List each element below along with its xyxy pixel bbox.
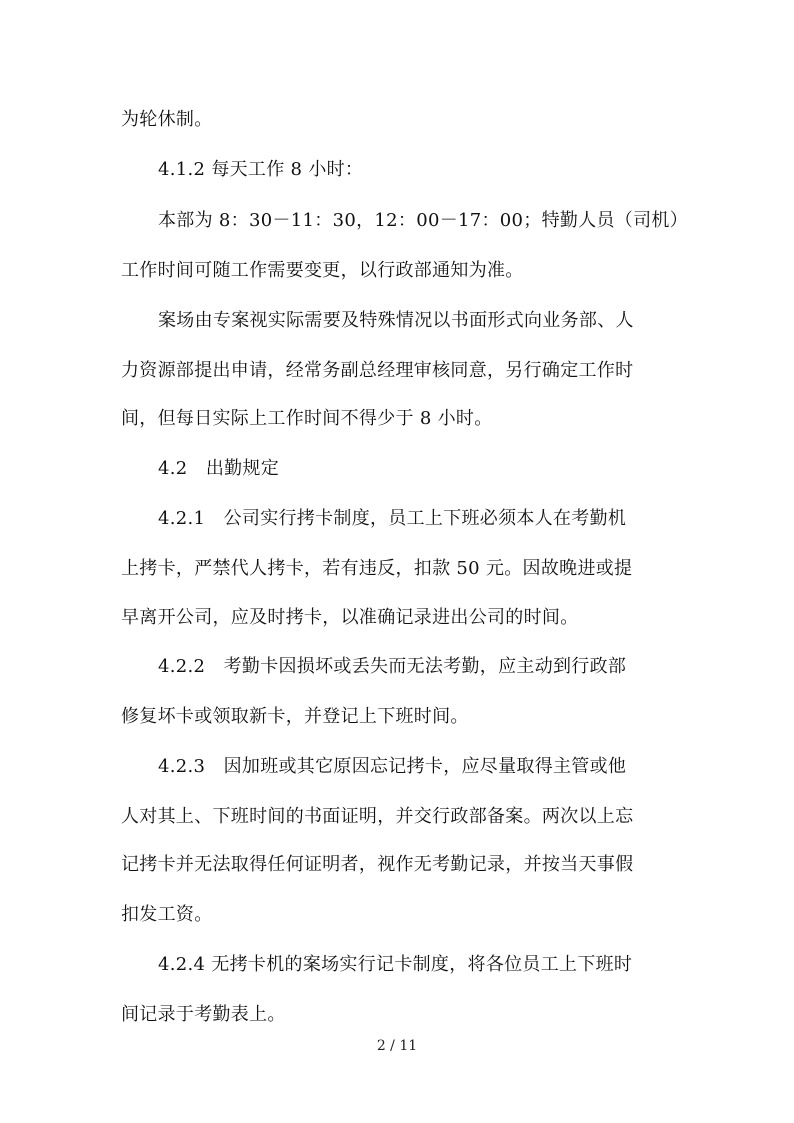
text-line: 扣发工资。 [121, 904, 213, 925]
text-line: 上拷卡，严禁代人拷卡，若有违反，扣款 50 元。因故晚进或提 [121, 558, 633, 579]
text-line: 案场由专案视实际需要及特殊情况以书面形式向业务部、人 [158, 310, 634, 331]
section-heading-4-1-2: 4.1.2 每天工作 8 小时： [158, 159, 364, 180]
text-line: 修复坏卡或领取新卡，并登记上下班时间。 [121, 706, 469, 727]
text-line: 本部为 8：30－11：30，12：00－17：00；特勤人员（司机） [158, 210, 689, 231]
clause-4-2-2: 4.2.2 考勤卡因损坏或丢失而无法考勤，应主动到行政部 [158, 656, 627, 677]
text-line: 工作时间可随工作需要变更，以行政部通知为准。 [121, 260, 524, 281]
clause-4-2-4: 4.2.4 无拷卡机的案场实行记卡制度，将各位员工上下班时 [158, 954, 633, 975]
text-line: 为轮休制。 [121, 109, 213, 130]
page-number: 2 / 11 [376, 1038, 418, 1054]
text-line: 人对其上、下班时间的书面证明，并交行政部备案。两次以上忘 [121, 806, 634, 827]
clause-4-2-1: 4.2.1 公司实行拷卡制度，员工上下班必须本人在考勤机 [158, 508, 627, 529]
clause-4-2-3: 4.2.3 因加班或其它原因忘记拷卡，应尽量取得主管或他 [158, 756, 627, 777]
text-line: 早离开公司，应及时拷卡，以准确记录进出公司的时间。 [121, 607, 579, 628]
text-line: 间，但每日实际上工作时间不得少于 8 小时。 [121, 408, 493, 429]
section-heading-4-2: 4.2 出勤规定 [158, 458, 280, 479]
text-line: 记拷卡并无法取得任何证明者，视作无考勤记录，并按当天事假 [121, 854, 634, 875]
text-line: 间记录于考勤表上。 [121, 1004, 286, 1025]
text-line: 力资源部提出申请，经常务副总经理审核同意，另行确定工作时 [121, 360, 634, 381]
